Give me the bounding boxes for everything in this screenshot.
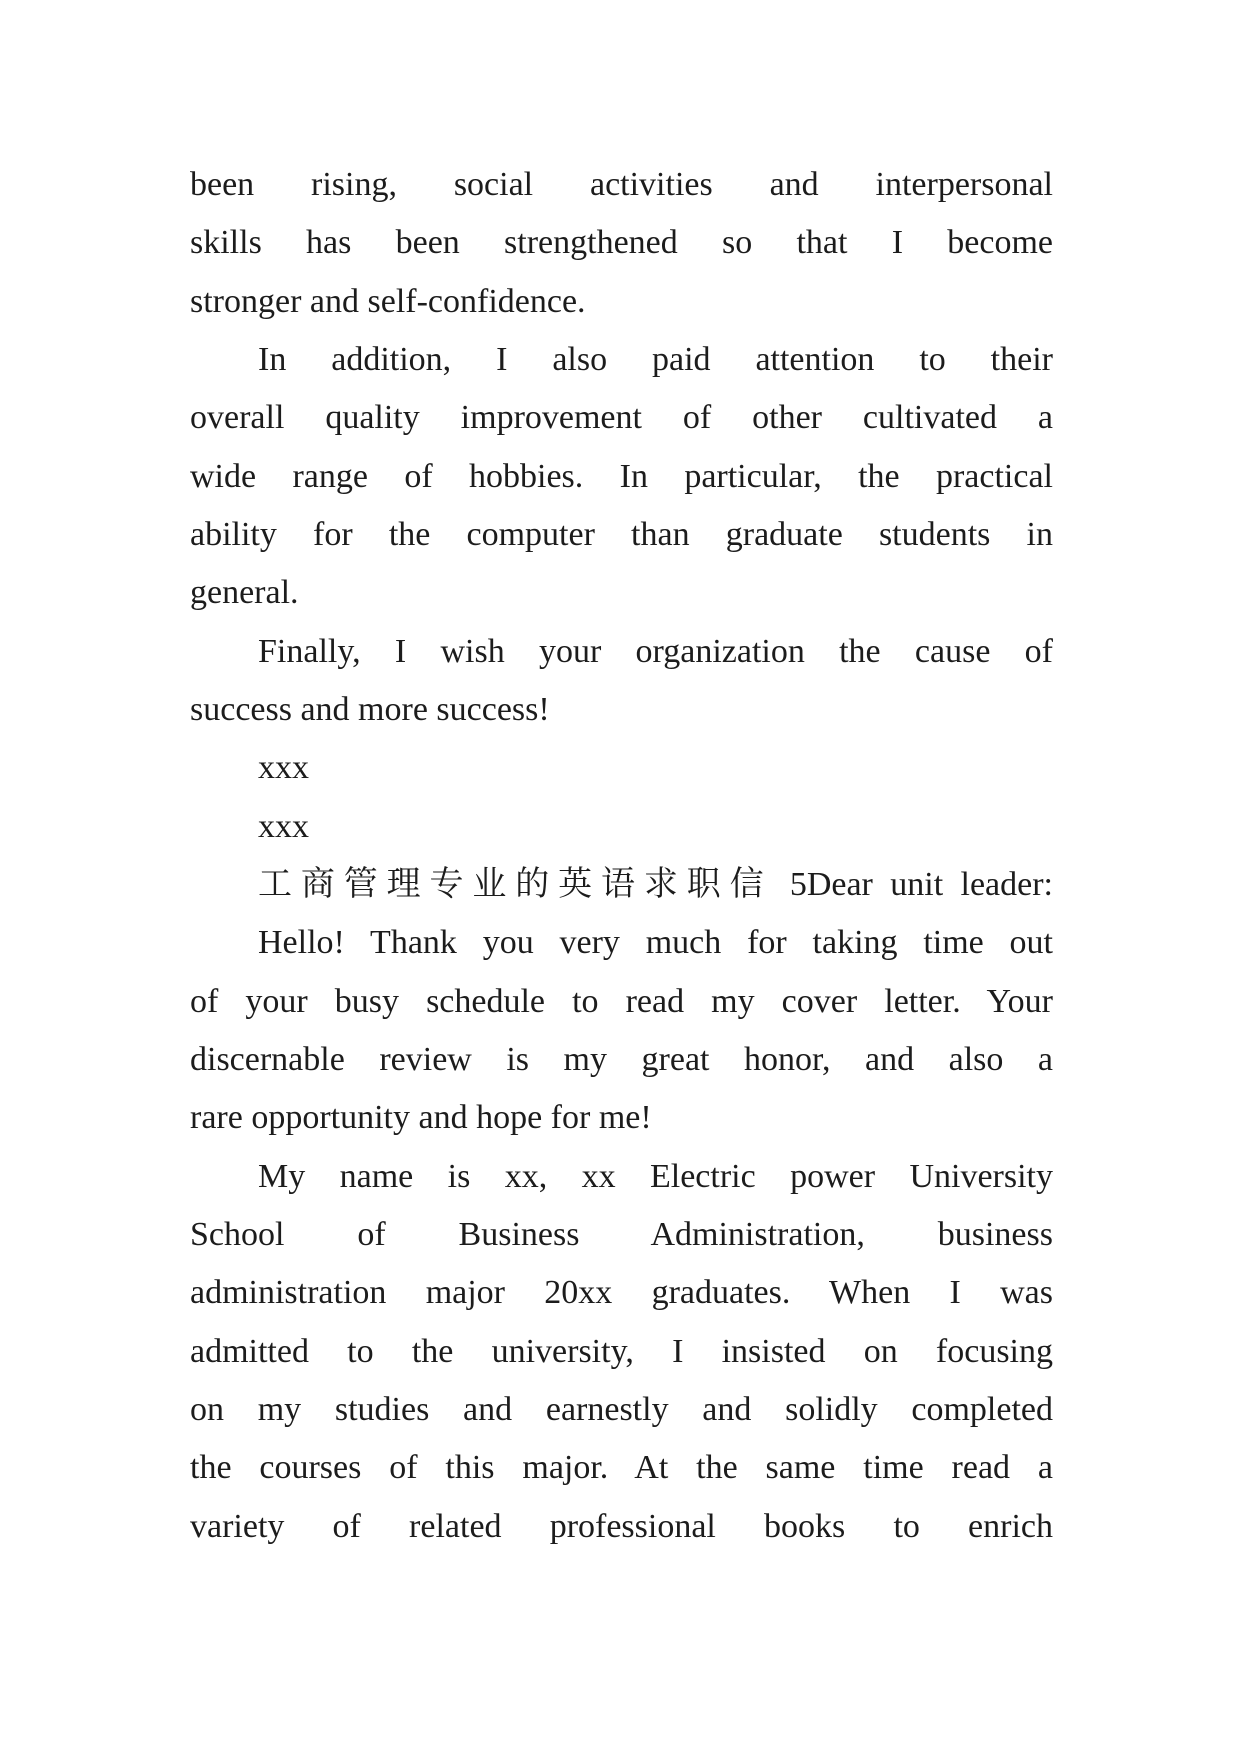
text-line: My name is xx, xx Electric power University	[258, 1157, 1053, 1195]
text-line: administration major 20xx graduates. When I was	[190, 1274, 1053, 1312]
text-line: Finally, I wish your organization the cause of	[258, 632, 1053, 670]
paragraph	[190, 623, 1053, 740]
text-line: In addition, I also paid attention to their	[258, 340, 1053, 378]
paragraph	[190, 331, 1053, 623]
paragraph	[190, 739, 1053, 797]
text-line: the courses of this major. At the same time read a	[190, 1449, 1053, 1487]
text-line: been rising, social activities and interpersonal	[190, 166, 1053, 203]
text-line: discernable review is my great honor, and also a	[190, 1040, 1053, 1078]
paragraph	[190, 1148, 1053, 1556]
text-line: of your busy schedule to read my cover letter. Your	[190, 982, 1053, 1020]
text-line: ability for the computer than graduate students in	[190, 515, 1053, 553]
text-line: general.	[190, 574, 299, 612]
paragraph	[190, 798, 1053, 856]
text-line: admitted to the university, I insisted on focusing	[190, 1332, 1053, 1370]
text-line: success and more success!	[190, 690, 550, 728]
paragraph	[190, 156, 1053, 331]
paragraph	[190, 914, 1053, 1147]
text-line: overall quality improvement of other cultivated a	[190, 399, 1053, 437]
text-line: skills has been strengthened so that I become	[190, 224, 1053, 262]
text-line: xxx	[258, 749, 309, 787]
text-line: Hello! Thank you very much for taking time out	[258, 924, 1053, 962]
text-line: School of Business Administration, business	[190, 1215, 1053, 1253]
text-line: on my studies and earnestly and solidly completed	[190, 1390, 1053, 1428]
document-content	[190, 156, 1053, 1556]
paragraph	[190, 856, 1053, 914]
text-line: wide range of hobbies. In particular, the practical	[190, 457, 1053, 495]
text-line: xxx	[258, 807, 309, 845]
text-line: stronger and self-confidence.	[190, 282, 586, 320]
text-line: variety of related professional books to enrich	[190, 1507, 1053, 1545]
text-line: 工商管理专业的英语求职信 5Dear unit leader:	[258, 865, 1053, 903]
text-line: rare opportunity and hope for me!	[190, 1099, 652, 1137]
